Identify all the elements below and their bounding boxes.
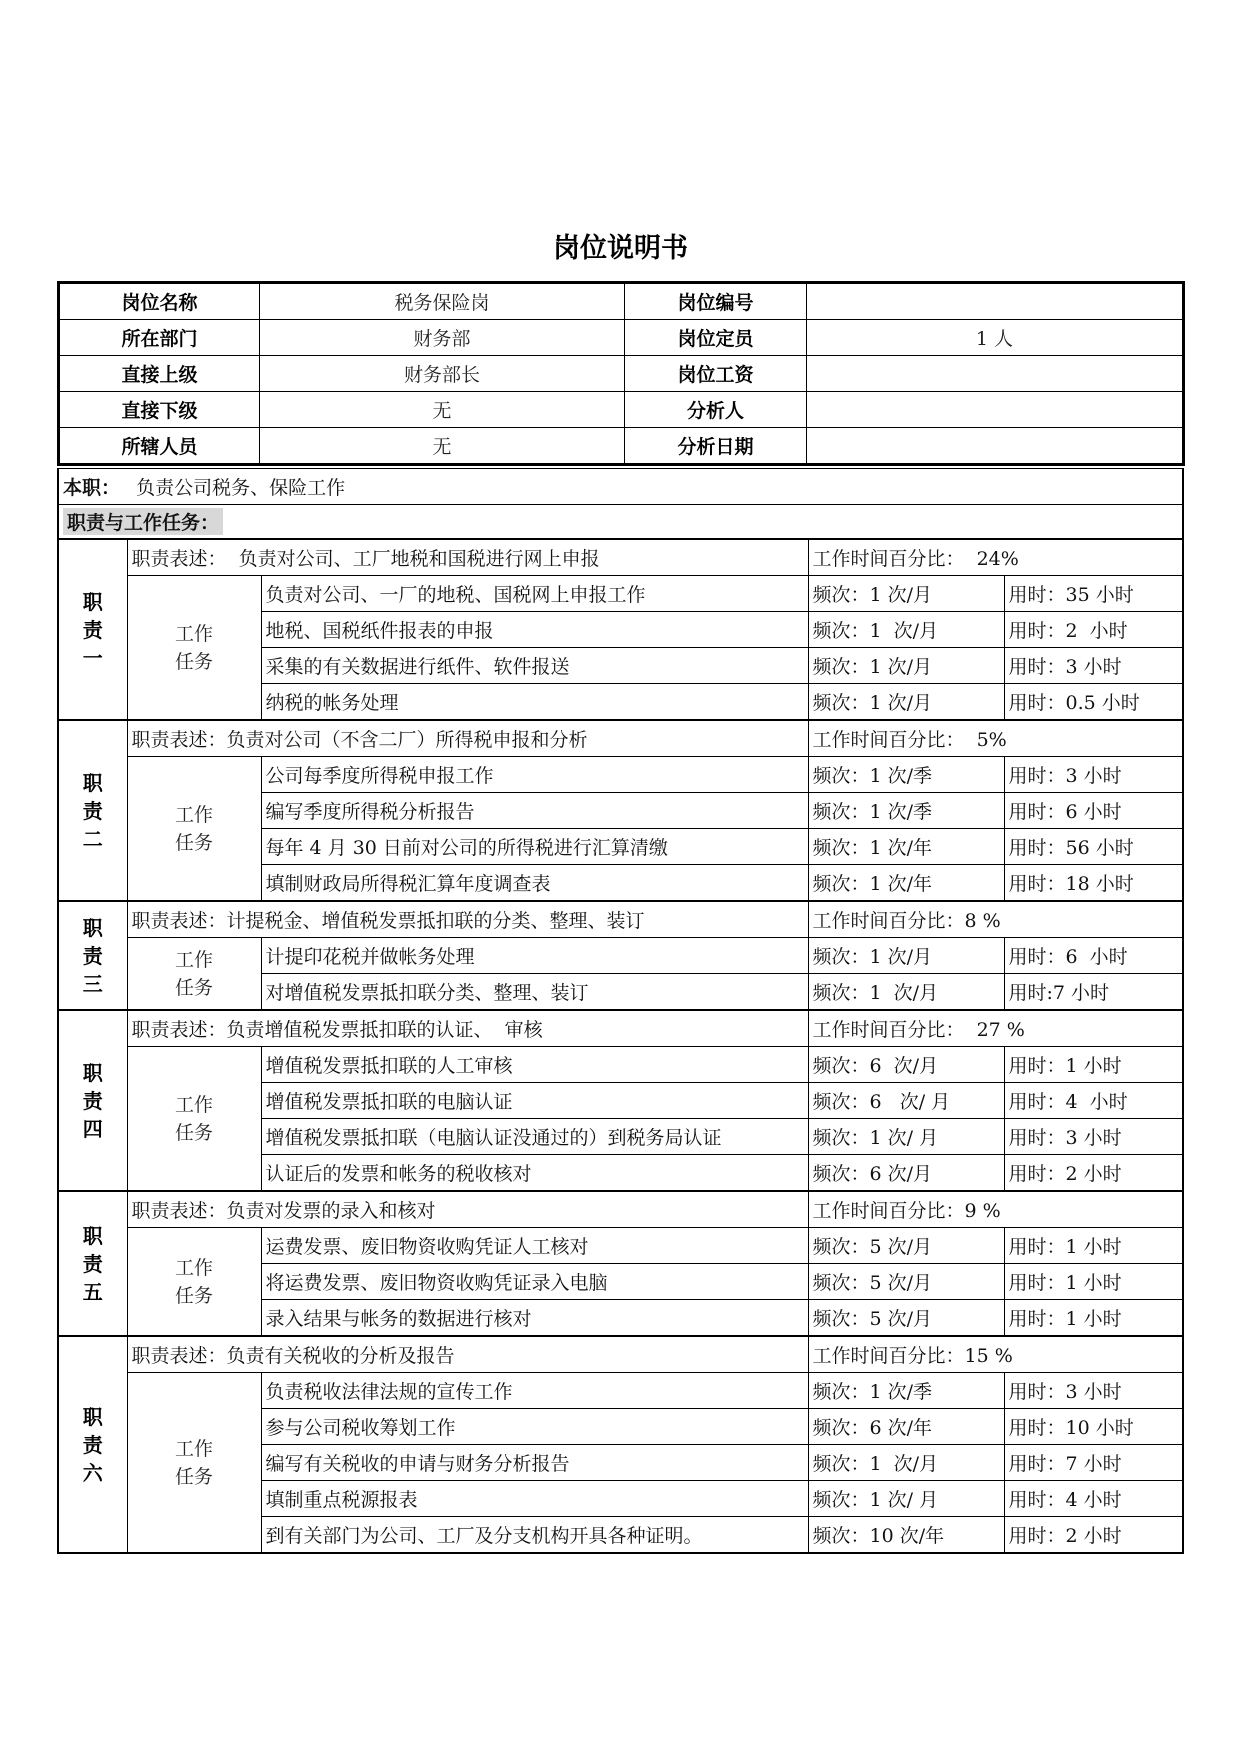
- duty-desc-row: [58, 901, 1183, 938]
- task-duration: 用时：1 小时: [1004, 1264, 1183, 1300]
- duty-description: 职责表述：负责有关税收的分析及报告: [127, 1336, 808, 1373]
- task-duration: 用时：0.5 小时: [1004, 684, 1183, 721]
- work-task-label: 工作 任务: [127, 938, 261, 1011]
- info-value: 财务部: [260, 320, 625, 356]
- task-text: 负责税收法律法规的宣传工作: [261, 1373, 808, 1409]
- task-frequency: 频次：1 次/季: [808, 793, 1004, 829]
- task-duration: 用时：1 小时: [1004, 1047, 1183, 1083]
- task-row: [58, 1047, 1183, 1083]
- task-duration: 用时：56 小时: [1004, 829, 1183, 865]
- task-frequency: 频次：6 次/月: [808, 1155, 1004, 1192]
- task-text: 到有关部门为公司、工厂及分支机构开具各种证明。: [261, 1517, 808, 1554]
- info-label: 分析人: [625, 392, 807, 428]
- task-duration: 用时：2 小时: [1004, 1517, 1183, 1554]
- info-row: [59, 283, 1184, 320]
- task-text: 增值税发票抵扣联的人工审核: [261, 1047, 808, 1083]
- task-text: 对增值税发票抵扣联分类、整理、装订: [261, 974, 808, 1011]
- duty-description: 职责表述：负责增值税发票抵扣联的认证、 审核: [127, 1010, 808, 1047]
- task-frequency: 频次：1 次/ 月: [808, 1119, 1004, 1155]
- task-text: 计提印花税并做帐务处理: [261, 938, 808, 974]
- task-frequency: 频次：1 次/ 月: [808, 1481, 1004, 1517]
- benzhi-label: 本职：: [63, 477, 121, 499]
- task-text: 每年 4 月 30 日前对公司的所得税进行汇算清缴: [261, 829, 808, 865]
- duty-name: 职 责 三: [58, 901, 127, 1010]
- task-frequency: 频次：1 次/年: [808, 865, 1004, 902]
- info-label: 岗位定员: [625, 320, 807, 356]
- info-row: [59, 320, 1184, 356]
- duties-table: [57, 468, 1184, 1554]
- task-text: 编写季度所得税分析报告: [261, 793, 808, 829]
- task-duration: 用时：2 小时: [1004, 612, 1183, 648]
- task-duration: 用时：6 小时: [1004, 938, 1183, 974]
- info-label: 岗位工资: [625, 356, 807, 392]
- task-duration: 用时：3 小时: [1004, 1119, 1183, 1155]
- task-frequency: 频次：5 次/月: [808, 1264, 1004, 1300]
- work-task-label: 工作 任务: [127, 1228, 261, 1337]
- task-duration: 用时：4 小时: [1004, 1481, 1183, 1517]
- task-text: 地税、国税纸件报表的申报: [261, 612, 808, 648]
- task-duration: 用时：1 小时: [1004, 1300, 1183, 1337]
- duty-desc-row: [58, 539, 1183, 576]
- task-frequency: 频次：1 次/月: [808, 684, 1004, 721]
- duty-name: 职 责 五: [58, 1191, 127, 1336]
- task-text: 参与公司税收筹划工作: [261, 1409, 808, 1445]
- task-duration: 用时：10 小时: [1004, 1409, 1183, 1445]
- work-task-label: 工作 任务: [127, 757, 261, 902]
- info-value: 无: [260, 392, 625, 428]
- task-text: 运费发票、废旧物资收购凭证人工核对: [261, 1228, 808, 1264]
- duty-desc-row: [58, 1010, 1183, 1047]
- info-label: 分析日期: [625, 428, 807, 465]
- task-duration: 用时：4 小时: [1004, 1083, 1183, 1119]
- task-duration: 用时：2 小时: [1004, 1155, 1183, 1192]
- duties-header: 职责与工作任务：: [63, 508, 223, 535]
- task-duration: 用时：7 小时: [1004, 1445, 1183, 1481]
- task-duration: 用时：18 小时: [1004, 865, 1183, 902]
- info-value: [807, 356, 1184, 392]
- duty-description: 职责表述：负责对公司（不含二厂）所得税申报和分析: [127, 720, 808, 757]
- task-row: [58, 576, 1183, 612]
- task-duration: 用时：3 小时: [1004, 1373, 1183, 1409]
- info-value: [807, 283, 1184, 320]
- duty-time-percent: 工作时间百分比： 24%: [808, 539, 1183, 576]
- info-label: 直接下级: [59, 392, 260, 428]
- task-text: 认证后的发票和帐务的税收核对: [261, 1155, 808, 1192]
- work-task-label: 工作 任务: [127, 1373, 261, 1554]
- duty-name: 职 责 一: [58, 539, 127, 720]
- duty-name: 职 责 六: [58, 1336, 127, 1553]
- info-value: [807, 392, 1184, 428]
- task-duration: 用时:7 小时: [1004, 974, 1183, 1011]
- task-text: 公司每季度所得税申报工作: [261, 757, 808, 793]
- info-label: 岗位编号: [625, 283, 807, 320]
- task-text: 增值税发票抵扣联（电脑认证没通过的）到税务局认证: [261, 1119, 808, 1155]
- task-frequency: 频次：1 次/季: [808, 1373, 1004, 1409]
- info-label: 所在部门: [59, 320, 260, 356]
- work-task-label: 工作 任务: [127, 576, 261, 721]
- duty-desc-row: [58, 1191, 1183, 1228]
- info-label: 岗位名称: [59, 283, 260, 320]
- duty-description: 职责表述：计提税金、增值税发票抵扣联的分类、整理、装订: [127, 901, 808, 938]
- duty-time-percent: 工作时间百分比：8 %: [808, 901, 1183, 938]
- task-frequency: 频次：6 次/ 月: [808, 1083, 1004, 1119]
- duty-description: 职责表述： 负责对公司、工厂地税和国税进行网上申报: [127, 539, 808, 576]
- info-row: [59, 356, 1184, 392]
- info-value: 1 人: [807, 320, 1184, 356]
- task-text: 编写有关税收的申请与财务分析报告: [261, 1445, 808, 1481]
- task-row: [58, 938, 1183, 974]
- task-row: [58, 1373, 1183, 1409]
- duty-description: 职责表述：负责对发票的录入和核对: [127, 1191, 808, 1228]
- task-frequency: 频次：6 次/月: [808, 1047, 1004, 1083]
- task-frequency: 频次：6 次/年: [808, 1409, 1004, 1445]
- benzhi-row: [58, 469, 1183, 505]
- task-duration: 用时：6 小时: [1004, 793, 1183, 829]
- work-task-label: 工作 任务: [127, 1047, 261, 1192]
- task-frequency: 频次：5 次/月: [808, 1300, 1004, 1337]
- task-duration: 用时：3 小时: [1004, 757, 1183, 793]
- task-frequency: 频次：1 次/月: [808, 1445, 1004, 1481]
- page-title: 岗位说明书: [553, 233, 688, 264]
- info-value: 无: [260, 428, 625, 465]
- task-text: 录入结果与帐务的数据进行核对: [261, 1300, 808, 1337]
- info-value: 税务保险岗: [260, 283, 625, 320]
- duties-header-row: [58, 505, 1183, 540]
- duty-time-percent: 工作时间百分比：9 %: [808, 1191, 1183, 1228]
- duty-desc-row: [58, 1336, 1183, 1373]
- info-row: [59, 428, 1184, 465]
- duty-time-percent: 工作时间百分比： 27 %: [808, 1010, 1183, 1047]
- task-frequency: 频次：1 次/月: [808, 612, 1004, 648]
- duty-desc-row: [58, 720, 1183, 757]
- task-frequency: 频次：1 次/季: [808, 757, 1004, 793]
- benzhi-text: 负责公司税务、保险工作: [136, 477, 346, 499]
- task-row: [58, 757, 1183, 793]
- task-frequency: 频次：1 次/年: [808, 829, 1004, 865]
- task-duration: 用时：35 小时: [1004, 576, 1183, 612]
- info-value: [807, 428, 1184, 465]
- task-text: 纳税的帐务处理: [261, 684, 808, 721]
- task-row: [58, 1228, 1183, 1264]
- duty-name: 职 责 四: [58, 1010, 127, 1191]
- task-duration: 用时：1 小时: [1004, 1228, 1183, 1264]
- duty-name: 职 责 二: [58, 720, 127, 901]
- task-text: 采集的有关数据进行纸件、软件报送: [261, 648, 808, 684]
- task-text: 增值税发票抵扣联的电脑认证: [261, 1083, 808, 1119]
- task-text: 填制重点税源报表: [261, 1481, 808, 1517]
- task-frequency: 频次：10 次/年: [808, 1517, 1004, 1554]
- task-frequency: 频次：1 次/月: [808, 974, 1004, 1011]
- task-frequency: 频次：5 次/月: [808, 1228, 1004, 1264]
- task-text: 将运费发票、废旧物资收购凭证录入电脑: [261, 1264, 808, 1300]
- task-frequency: 频次：1 次/月: [808, 648, 1004, 684]
- task-frequency: 频次：1 次/月: [808, 576, 1004, 612]
- info-row: [59, 392, 1184, 428]
- info-label: 直接上级: [59, 356, 260, 392]
- info-label: 所辖人员: [59, 428, 260, 465]
- task-text: 填制财政局所得税汇算年度调查表: [261, 865, 808, 902]
- basic-info-table: [57, 281, 1185, 466]
- duty-time-percent: 工作时间百分比：15 %: [808, 1336, 1183, 1373]
- task-text: 负责对公司、一厂的地税、国税网上申报工作: [261, 576, 808, 612]
- info-value: 财务部长: [260, 356, 625, 392]
- duty-time-percent: 工作时间百分比： 5%: [808, 720, 1183, 757]
- task-frequency: 频次：1 次/月: [808, 938, 1004, 974]
- task-duration: 用时：3 小时: [1004, 648, 1183, 684]
